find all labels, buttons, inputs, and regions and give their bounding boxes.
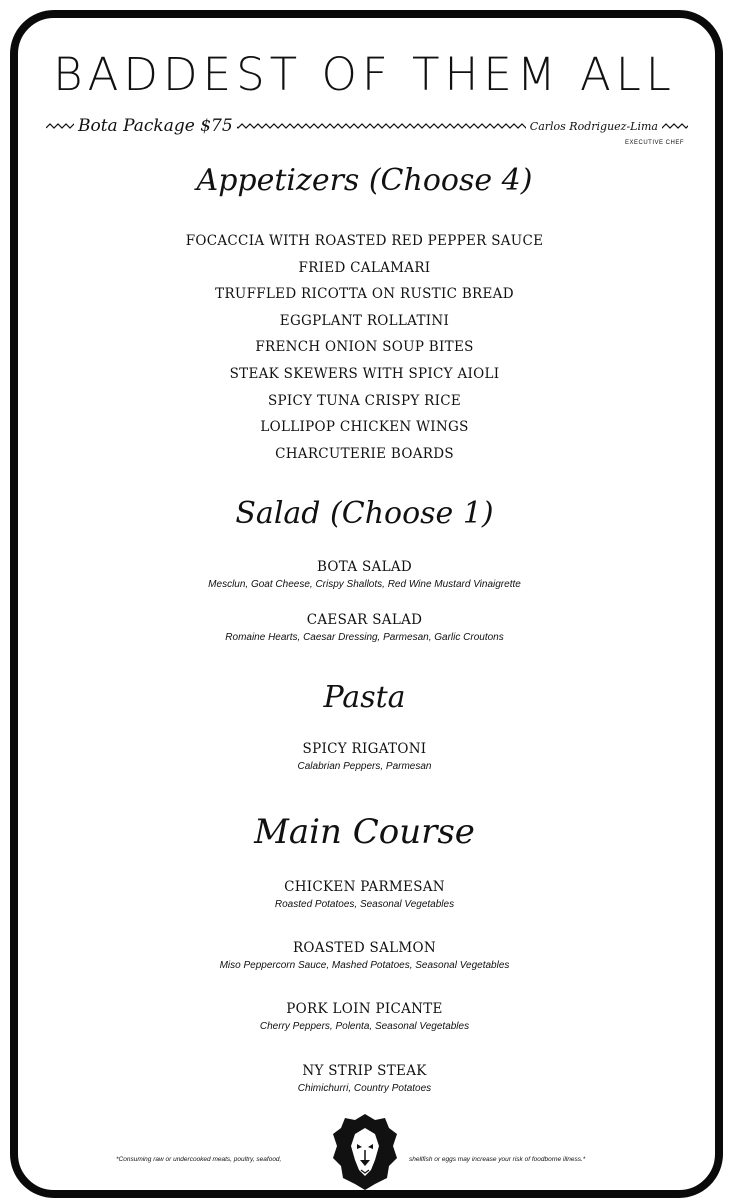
appetizers-list [0,228,729,467]
chef-name: Carlos Rodriguez-Lima [526,120,662,133]
dish-desc: Chimichurri, Country Potatoes [297,1083,432,1094]
appetizers-heading: Appetizers (Choose 4) [196,163,533,198]
footer-note-left: *Consuming raw or undercooked meats, poultry, seafood, [116,1156,282,1163]
dish-name: SPICY RIGATONI [302,741,427,757]
dish-desc: Roasted Potatoes, Seasonal Vegetables [274,899,455,910]
lion-icon [331,1112,399,1192]
list-item: STEAK SKEWERS WITH SPICY AIOLI [229,365,500,382]
dish-name: ROASTED SALMON [292,940,437,956]
dish-name: CAESAR SALAD [306,612,423,628]
package-label: Bota Package $75 [74,116,237,136]
main-heading: Main Course [254,812,475,852]
list-item: FRENCH ONION SOUP BITES [255,339,474,356]
package-row [46,112,688,152]
list-item: CHARCUTERIE BOARDS [275,445,454,462]
chef-title: EXECUTIVE CHEF [624,140,684,146]
dish-desc: Miso Peppercorn Sauce, Mashed Potatoes, Seasonal Vegetables [219,960,510,971]
menu-title: BADDEST OF THEM ALL [53,48,676,101]
dish-pork-loin-picante [0,1000,729,1034]
list-item: SPICY TUNA CRISPY RICE [267,392,462,409]
dish-spicy-rigatoni [0,740,729,774]
dish-roasted-salmon [0,939,729,973]
dish-desc: Romaine Hearts, Caesar Dressing, Parmesan, Garlic Croutons [225,632,504,643]
list-item: FOCACCIA WITH ROASTED RED PEPPER SAUCE [185,233,544,249]
dish-desc: Calabrian Peppers, Parmesan [297,761,432,772]
list-item: LOLLIPOP CHICKEN WINGS [260,419,469,436]
list-item: EGGPLANT ROLLATINI [279,312,450,329]
dish-name: BOTA SALAD [316,559,413,575]
list-item: FRIED CALAMARI [298,259,431,276]
dish-bota-salad [0,558,729,592]
dish-name: CHICKEN PARMESAN [284,879,445,895]
pasta-heading: Pasta [323,680,406,715]
dish-ny-strip-steak [0,1062,729,1096]
dish-name: NY STRIP STEAK [302,1063,427,1079]
dish-desc: Cherry Peppers, Polenta, Seasonal Vegetables [259,1021,470,1032]
salad-heading: Salad (Choose 1) [235,496,494,531]
footer-note-right: shellfish or eggs may increase your risk of foodborne illness.* [409,1156,586,1163]
list-item: TRUFFLED RICOTTA ON RUSTIC BREAD [215,286,514,303]
dish-caesar-salad [0,611,729,645]
dish-name: PORK LOIN PICANTE [286,1001,443,1017]
dish-chicken-parmesan [0,878,729,912]
dish-desc: Mesclun, Goat Cheese, Crispy Shallots, Red Wine Mustard Vinaigrette [208,579,521,590]
